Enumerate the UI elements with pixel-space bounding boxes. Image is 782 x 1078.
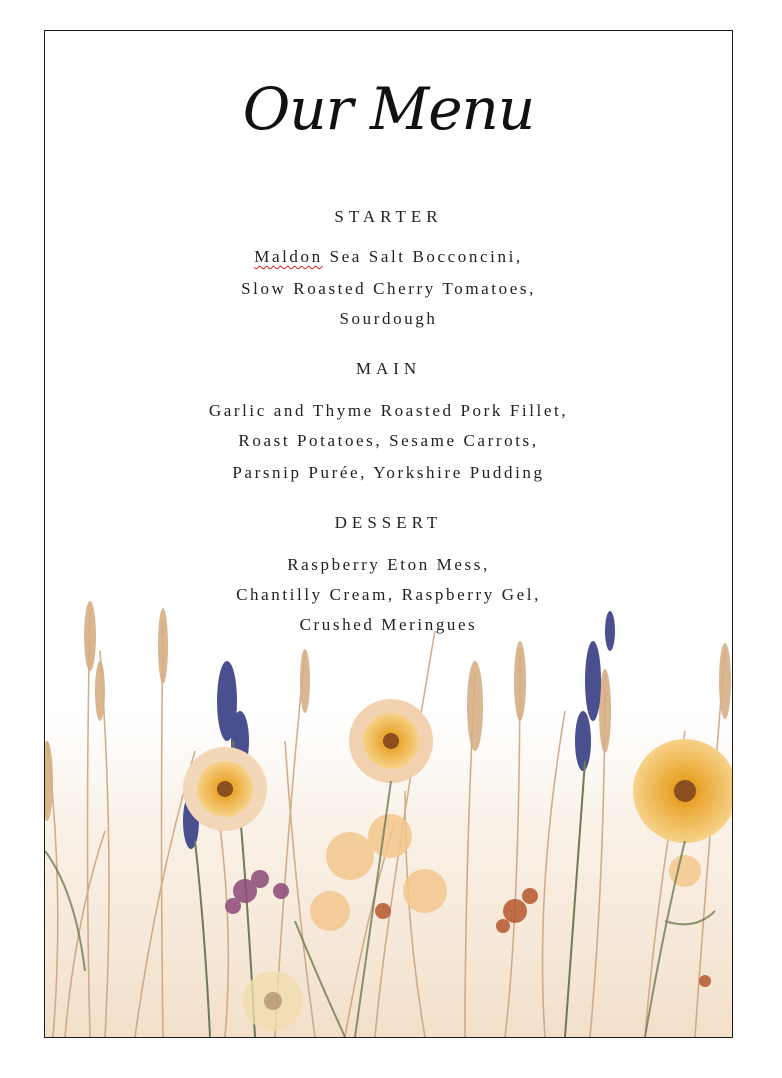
misspelled-word[interactable]: Maldon xyxy=(254,247,323,266)
menu-card xyxy=(44,30,733,1038)
dessert-line-2: Chantilly Cream, Raspberry Gel, xyxy=(236,585,541,604)
section-heading-main: MAIN xyxy=(355,359,422,378)
main-line-2: Roast Potatoes, Sesame Carrots, xyxy=(238,431,539,450)
starter-line-2: Slow Roasted Cherry Tomatoes, xyxy=(241,279,536,298)
dessert-line-1: Raspberry Eton Mess, xyxy=(287,555,490,574)
starter-line-3: Sourdough xyxy=(339,309,438,328)
starter-line-1 xyxy=(45,247,732,267)
starter-line-1-rest: Sea Salt Bocconcini, xyxy=(322,247,523,266)
wildflower-illustration xyxy=(45,591,732,1037)
dessert-line-3: Crushed Meringues xyxy=(299,615,478,634)
main-line-1: Garlic and Thyme Roasted Pork Fillet, xyxy=(208,401,569,420)
section-heading-starter: STARTER xyxy=(334,207,443,226)
section-heading-dessert: DESSERT xyxy=(334,513,443,532)
main-line-3: Parsnip Purée, Yorkshire Pudding xyxy=(232,463,545,482)
menu-title: Our Menu xyxy=(242,75,535,143)
